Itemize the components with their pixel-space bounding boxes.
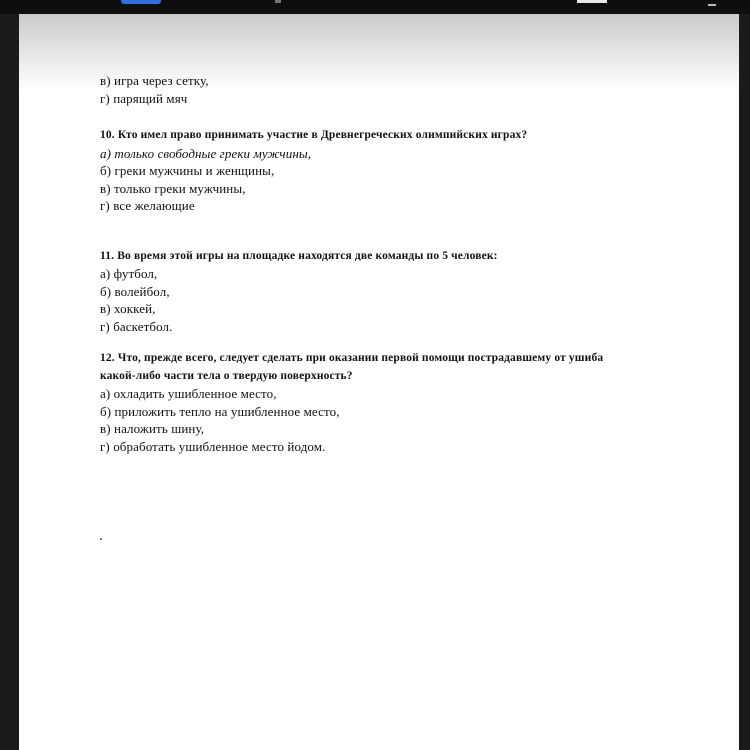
toolbar-indicator[interactable] <box>577 0 607 3</box>
question-11-text: 11. Во время этой игры на площадке находятся две команды по 5 человек: <box>100 249 498 262</box>
question-11-option-d: г) баскетбол. <box>100 318 173 334</box>
question-12-option-b: б) приложить тепло на ушибленное место, <box>100 403 340 419</box>
spacer <box>100 335 660 350</box>
question-12-option-c: в) наложить шину, <box>100 421 205 436</box>
document-content <box>100 72 660 455</box>
question-11-option-a: а) футбол, <box>100 266 158 281</box>
question-12-option-a: а) охладить ушибленное место, <box>100 386 277 401</box>
question-10-option-a: а) только свободные греки мужчины, <box>100 145 312 161</box>
viewer-top-bar <box>0 0 750 14</box>
stray-mark <box>100 538 102 540</box>
toolbar-button[interactable] <box>121 0 161 4</box>
question-11-option-c: в) хоккей, <box>100 301 156 316</box>
menu-icon[interactable] <box>708 0 716 6</box>
question-10-option-c: в) только греки мужчины, <box>100 180 246 196</box>
question-12-text-line-2: какой-либо части тела о твердую поверхность? <box>100 369 353 382</box>
question-10-option-b: б) греки мужчины и женщины, <box>100 163 275 178</box>
spacer <box>100 107 660 127</box>
toolbar-glyph <box>275 0 281 3</box>
question-12-option-d: г) обработать ушибленное место йодом. <box>100 438 326 454</box>
question-12-text-line-1: 12. Что, прежде всего, следует сделать при оказании первой помощи пострадавшему от ушиба <box>100 352 604 364</box>
prev-option-d: г) парящий мяч <box>100 90 188 106</box>
question-10-text: 10. Кто имел право принимать участие в Древнегреческих олимпийских играх? <box>100 129 528 141</box>
question-10-option-d: г) все желающие <box>100 198 195 213</box>
question-11-option-b: б) волейбол, <box>100 283 170 299</box>
spacer <box>100 215 660 248</box>
prev-option-c: в) игра через сетку, <box>100 73 209 88</box>
